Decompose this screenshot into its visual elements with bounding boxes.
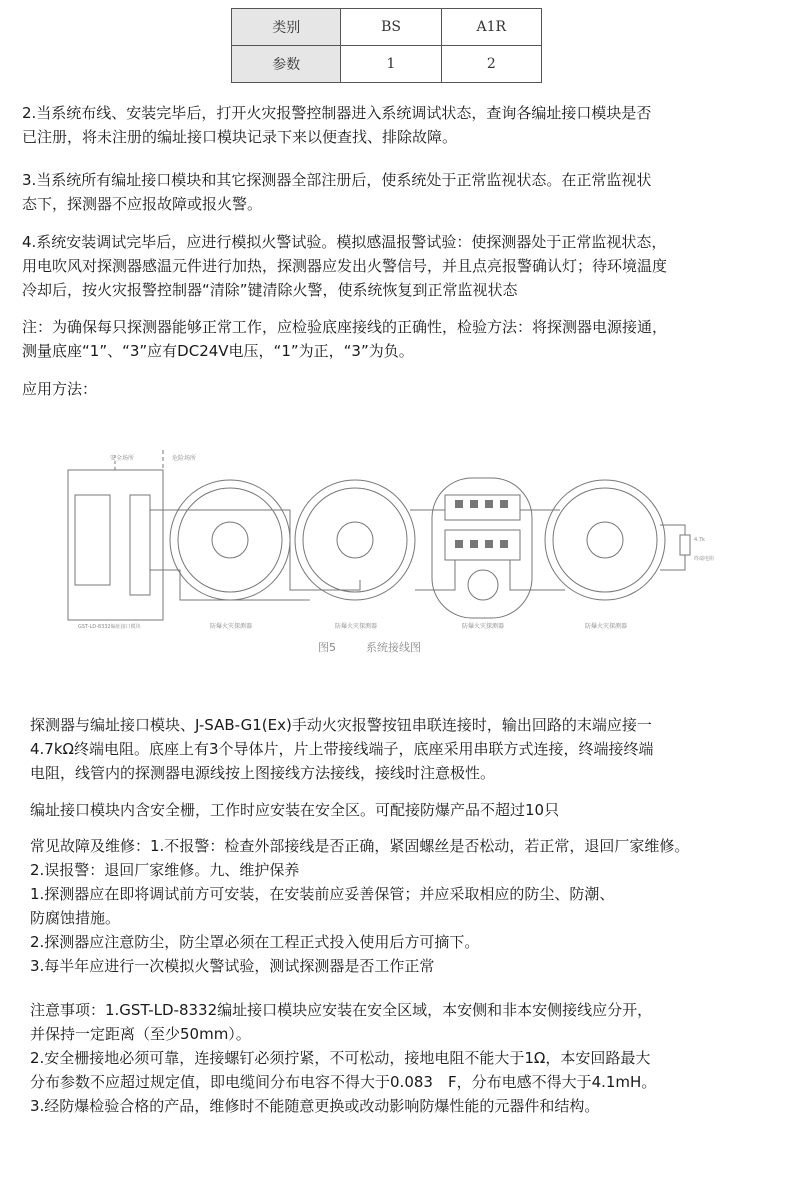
hazard-zone-label: 危险场所 [172,455,197,462]
paragraph-step-3: 3.当系统所有编址接口模块和其它探测器全部注册后，使系统处于正常监视状态。在正常监视状 态下，探测器不应报故障或报火警。 [22,171,652,213]
table-header-cell: A1R [441,9,541,46]
detector-1-label: 防爆火灾探测器 [210,623,253,630]
resistor-value: 4.7k [694,537,705,543]
module-block [130,495,150,595]
wiring-diagram [60,440,740,660]
paragraph-step-2: 2.当系统布线、安装完毕后，打开火灾报警控制器进入系统调试状态，查询各编址接口模块是否 已注册，将未注册的编址接口模块记录下来以便查找、排除故障。 [22,104,652,146]
table-cell: 参数 [232,46,341,83]
paragraph-precautions: 注意事项：1.GST-LD-8332编址接口模块应安装在安全区域，本安侧和非本安侧接线应分开， 并保持一定距离（至少50mm）。 2.安全栅接地必须可靠，连接螺钉必须拧紧，不可松动，接地电阻不能大于1Ω，本安回路最大 分布参数不应超过规定值，即电缆间分布电容不得大于0.083 F，分布电感不得大于4.1mH。 3.经防爆检验合格的产品，维修时不能随意更换或改动影响防爆性能的元器件和结构。 [30,1001,657,1115]
detector-3-label: 防爆火灾探测器 [462,623,505,630]
paragraph-note: 注：为确保每只探测器能够正常工作，应检验底座接线的正确性，检验方法：将探测器电源接通， 测量底座“1”、“3”应有DC24V电压，“1”为正，“3”为负。 [22,318,668,360]
terminal-resistor [680,535,690,555]
safe-zone-label: 安全场所 [110,455,135,462]
paragraph-connection: 探测器与编址接口模块、J-SAB-G1(Ex)手动火灾报警按钮串联连接时，输出回路的末端应接一 4.7kΩ终端电阻。底座上有3个导体片，片上带接线端子，底座采用串联方式连接，终端接终端 电阻，线管内的探测器电源线按上图接线方法接线，接线时注意极性。 [30,716,654,782]
figure-caption: 系统接线图 [366,641,421,654]
resistor-label: 终端电阻 [694,556,715,562]
table-row [232,46,542,83]
paragraph-faults-maintenance: 常见故障及维修：1.不报警：检查外部接线是否正确，紧固螺丝是否松动，若正常，退回厂家维修。 2.误报警：退回厂家维修。九、维护保养 1.探测器应在即将调试前方可安装，在安装前应妥善保管；并应采取相应的防尘、防潮、 防腐蚀措施。 2.探测器应注意防尘，防尘罩必须在工程正式投入使用后方可摘下。 3.每半年应进行一次模拟火警试验，测试探测器是否工作正常 [30,837,690,975]
parameter-table [231,8,542,83]
table-header-cell: BS [341,9,441,46]
figure-number: 图5 [318,641,336,654]
detector-2-label: 防爆火灾探测器 [335,623,378,630]
detector-4-label: 防爆火灾探测器 [585,623,628,630]
safe-zone-box [68,470,163,620]
usage-heading: 应用方法： [22,380,98,398]
table-cell: 2 [441,46,541,83]
module-label: GST-LD-8332编址接口模块 [78,624,141,630]
module-terminal-block [75,495,110,585]
table-row [232,9,542,46]
table-cell: 1 [341,46,441,83]
table-header-cell: 类别 [232,9,341,46]
paragraph-step-4: 4.系统安装调试完毕后，应进行模拟火警试验。模拟感温报警试验：使探测器处于正常监视状态， 用电吹风对探测器感温元件进行加热，探测器应发出火警信号，并且点亮报警确认灯；待环境温度 冷却后，按火灾报警控制器“清除”键清除火警，使系统恢复到正常监视状态 [22,233,668,299]
paragraph-safety-barrier: 编址接口模块内含安全栅，工作时应安装在安全区。可配接防爆产品不超过10只 [30,801,560,819]
